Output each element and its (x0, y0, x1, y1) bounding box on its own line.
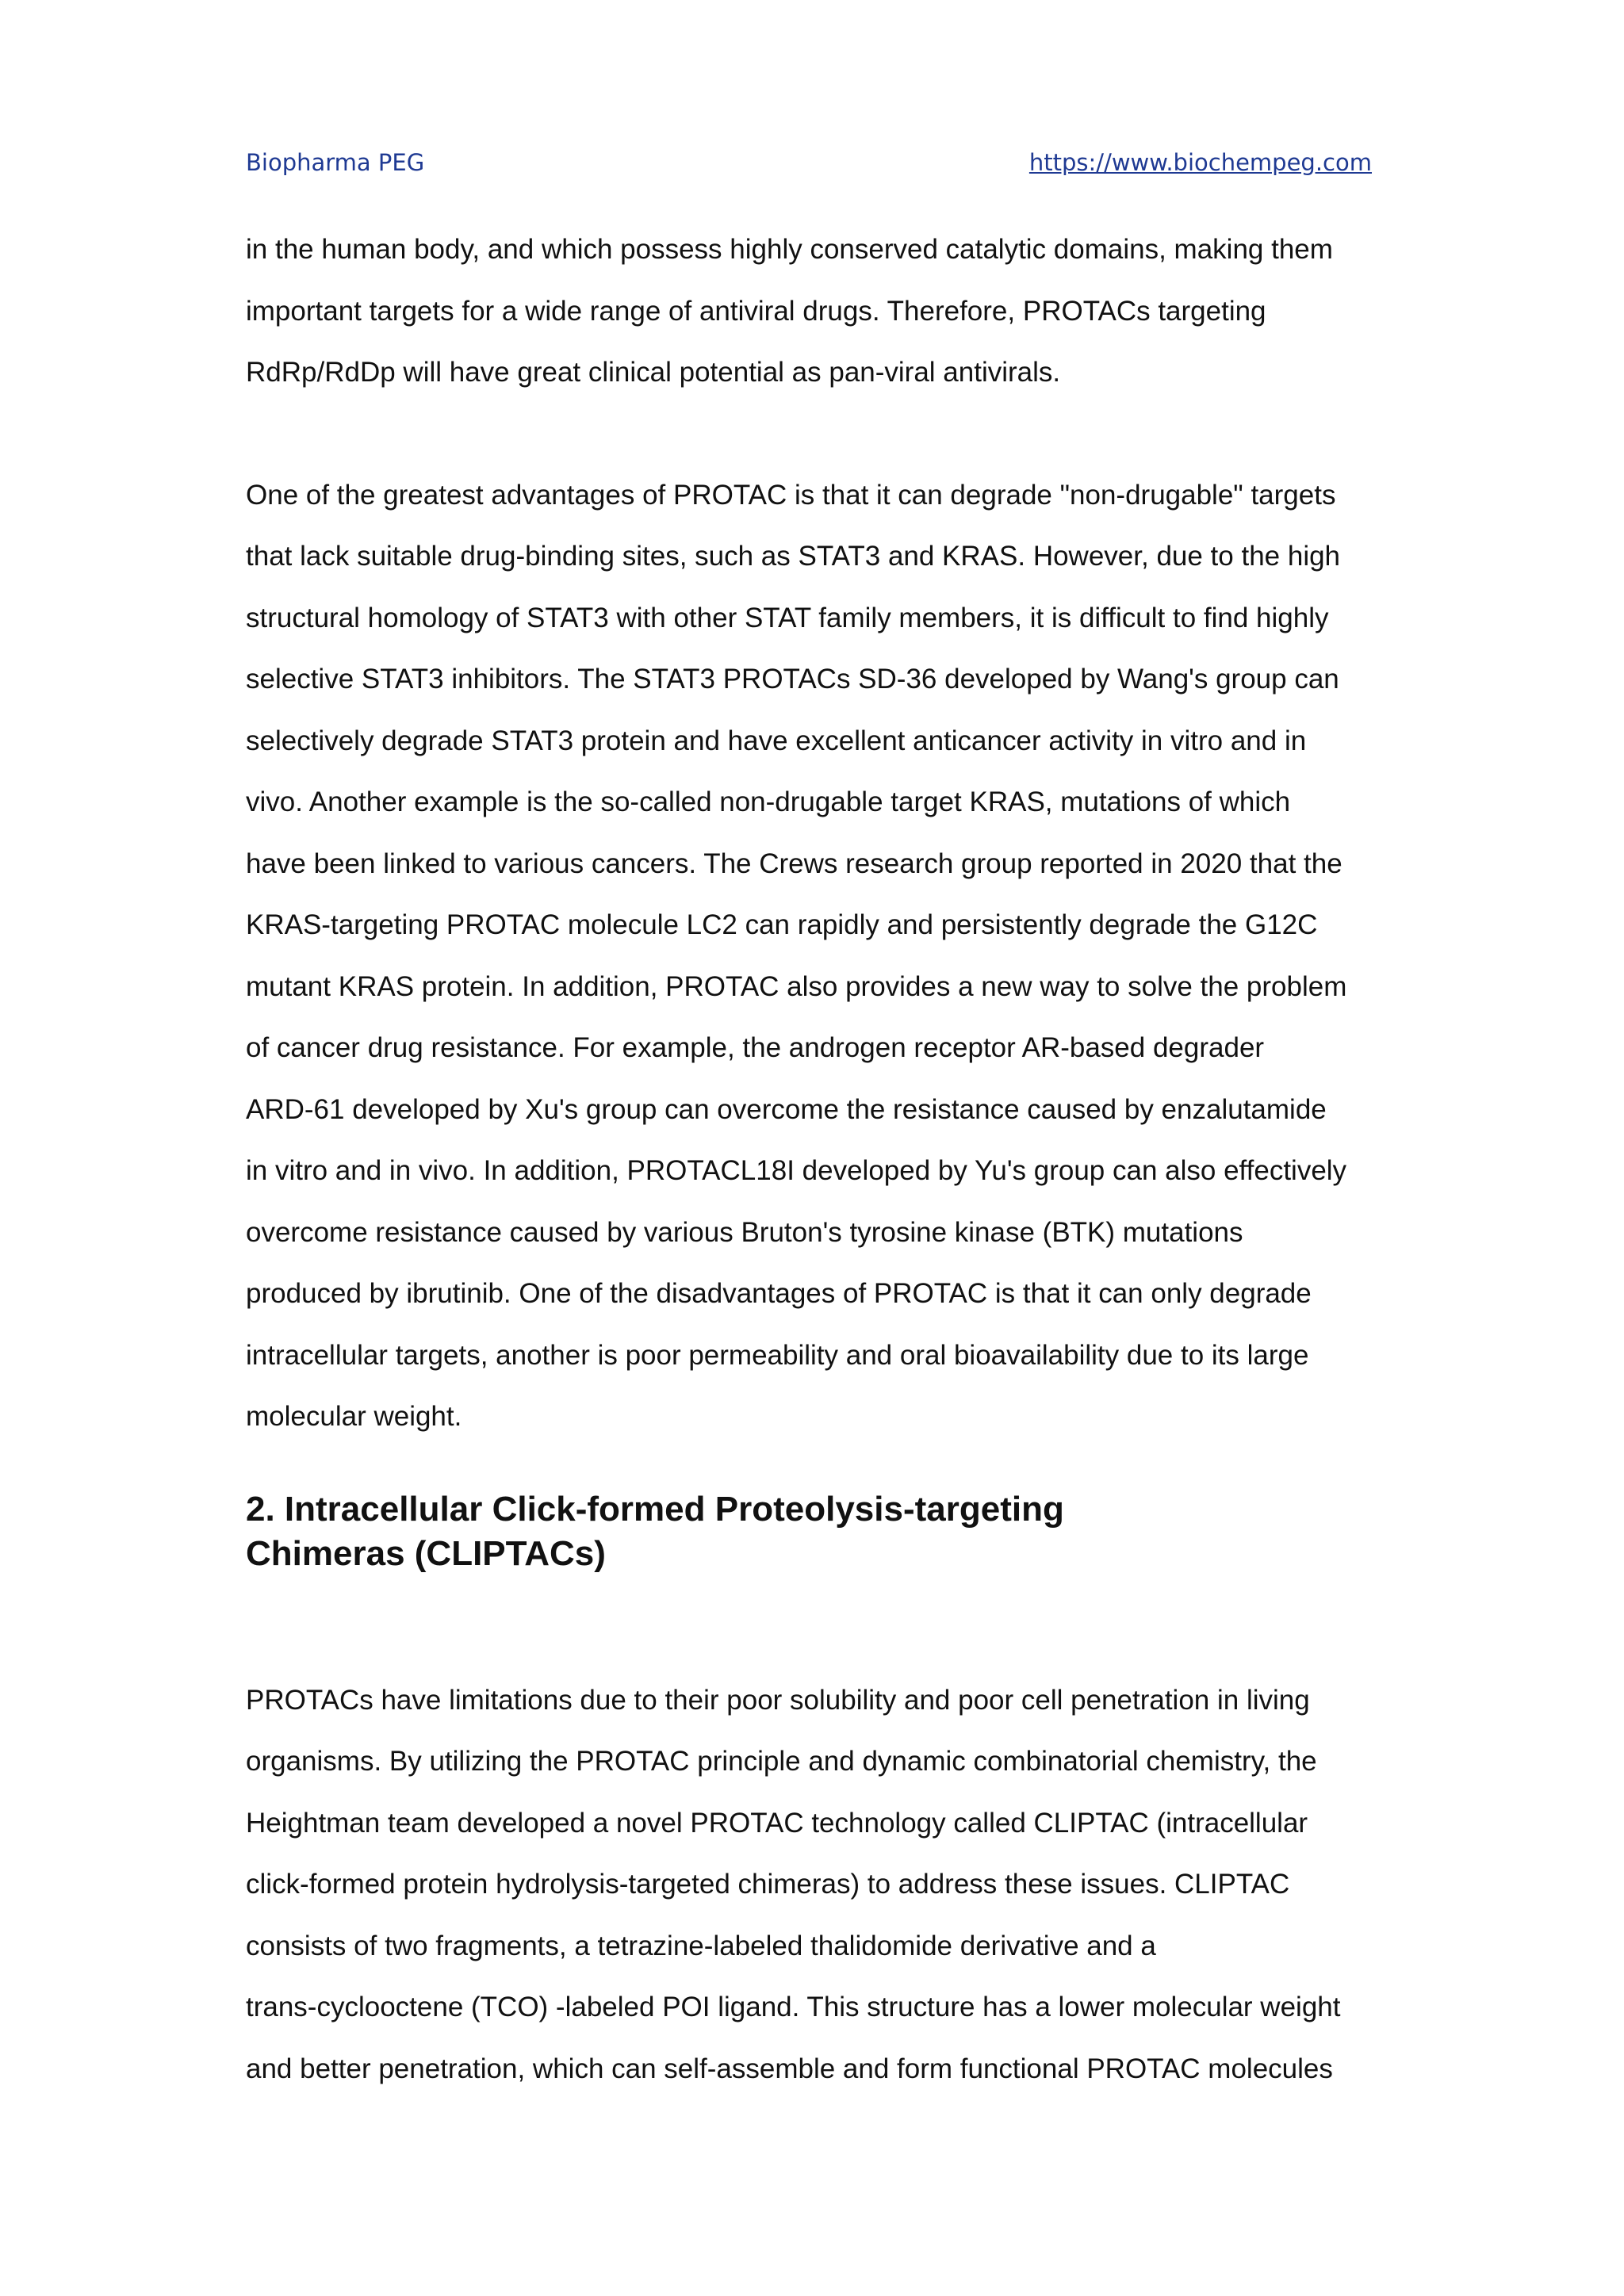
paragraph-cliptac: PROTACs have limitations due to their poor solubility and poor cell penetration in living organisms. By utilizing the PROTAC principle and dynamic combinatorial chemistry, the Heightman team developed a novel PROTAC technology called CLIPTAC (intracellular click-formed protein hydrolysis-targeted chimeras) to address these issues. CLIPTAC consists of two fragments, a tetrazine-labeled thalidomide derivative and a trans-cyclooctene (TCO) -labeled POI ligand. This structure has a lower molecular weight and better penetration, which can self-assemble and form functional PROTAC molecules (246, 1684, 1341, 2084)
page-header (246, 149, 1372, 184)
paragraph-antiviral: in the human body, and which possess highly conserved catalytic domains, making them important targets for a wide range of antiviral drugs. Therefore, PROTACs targeting RdRp/RdDp will have great clinical potential as pan-viral antivirals. (246, 234, 1333, 388)
header-url-link[interactable]: https://www.biochempeg.com (1028, 149, 1372, 176)
paragraph-advantages: One of the greatest advantages of PROTAC is that it can degrade "non-drugable" targets that lack suitable drug-binding sites, such as STAT3 and KRAS. However, due to the high structural homology of STAT3 with other STAT family members, it is difficult to find highly selective STAT3 inhibitors. The STAT3 PROTACs SD-36 developed by Wang's group can selectively degrade STAT3 protein and have excellent anticancer activity in vitro and in vivo. Another example is the so-called non-drugable target KRAS, mutations of which have been linked to various cancers. The Crews research group reported in 2020 that the KRAS-targeting PROTAC molecule LC2 can rapidly and persistently degrade the G12C mutant KRAS protein. In addition, PROTAC also provides a new way to solve the problem of cancer drug resistance. For example, the androgen receptor AR-based degrader ARD-61 developed by Xu's group can overcome the resistance caused by enzalutamide in vitro and in vivo. In addition, PROTACL18I developed by Yu's group can also effectively overcome resistance caused by various Bruton's tyrosine kinase (BTK) mutations produced by ibrutinib. One of the disadvantages of PROTAC is that it can only degrade intracellular targets, another is poor permeability and oral bioavailability due to its large molecular weight. (246, 479, 1347, 1432)
header-brand: Biopharma PEG (246, 149, 425, 176)
section-heading: 2. Intracellular Click-formed Proteolysis-targeting Chimeras (CLIPTACs) (246, 1489, 1064, 1573)
document-body (246, 219, 1388, 2099)
